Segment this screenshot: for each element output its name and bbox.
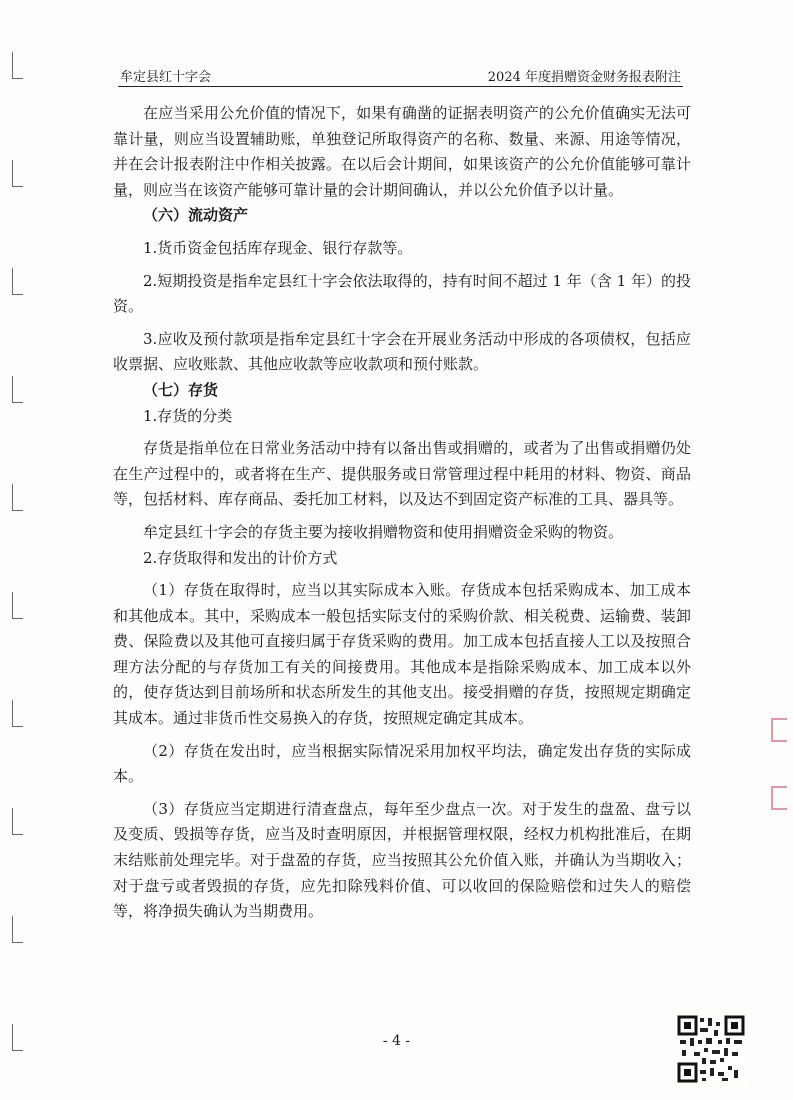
paragraph-inventory-count: （3）存货应当定期进行清查盘点，每年至少盘点一次。对于发生的盘盈、盘亏以及变质、毁损等存货，应当及时查明原因，并根据管理权限，经权力机构批准后，在期末结账前处理完毕。对于盘盈的存货，应当按照其公允价值入账，并确认为当期收入；对于盘亏或者毁损的存货，应先扣除残料价值、可以收回的保险赔偿和过失人的赔偿等，将净损失确认为当期费用。 [113, 799, 691, 921]
document-body [113, 101, 691, 925]
header-divider [118, 86, 683, 87]
paragraph-inventory-main: 牟定县红十字会的存货主要为接收捐赠物资和使用捐赠资金采购的物资。 [143, 522, 624, 541]
seal-fragment [771, 718, 787, 742]
binding-mark [12, 52, 23, 79]
paragraph-receivables: 3.应收及预付款项是指牟定县红十字会在开展业务活动中形成的各项债权，包括应收票据、应收账款、其他应收款等应收款项和预付账款。 [113, 329, 691, 374]
binding-mark [12, 1024, 23, 1051]
binding-mark [12, 808, 23, 835]
page-number: - 4 - [382, 1033, 411, 1049]
binding-mark [12, 916, 23, 943]
section-heading-current-assets: （六）流动资产 [143, 206, 249, 225]
paragraph-inventory-classification: 1.存货的分类 [143, 406, 233, 425]
qr-code-icon [676, 1014, 746, 1084]
section-heading-inventory: （七）存货 [143, 380, 219, 399]
binding-mark [12, 484, 23, 511]
binding-mark [12, 592, 23, 619]
page-header-organization: 牟定县红十字会 [120, 70, 212, 85]
binding-mark [12, 160, 23, 187]
paragraph-monetary-funds: 1.货币资金包括库存现金、银行存款等。 [143, 238, 413, 257]
paragraph-inventory-valuation: 2.存货取得和发出的计价方式 [143, 548, 338, 567]
binding-mark [12, 700, 23, 727]
paragraph-inventory-acquisition: （1）存货在取得时，应当以其实际成本入账。存货成本包括采购成本、加工成本和其他成本。其中，采购成本一般包括实际支付的采购价款、相关税费、运输费、装卸费、保险费以及其他可直接归属于存货采购的费用。加工成本包括直接人工以及按照合理方法分配的与存货加工有关的间接费用。其他成本是指除采购成本、加工成本以外的，使存货达到目前场所和状态所发生的其他支出。接受捐赠的存货，按照规定期确定其成本。通过非货币性交易换入的存货，按照规定确定其成本。 [113, 581, 691, 728]
page-header-title: 2024 年度捐赠资金财务报表附注 [487, 70, 681, 85]
seal-fragment [771, 786, 787, 810]
paragraph-inventory-issuance: （2）存货在发出时，应当根据实际情况采用加权平均法，确定发出存货的实际成本。 [113, 741, 691, 786]
binding-mark [12, 376, 23, 403]
paragraph-short-term-investment: 2.短期投资是指牟定县红十字会依法取得的，持有时间不超过 1 年（含 1 年）的投资。 [113, 271, 691, 316]
binding-mark [12, 268, 23, 295]
paragraph-inventory-definition: 存货是指单位在日常业务活动中持有以备出售或捐赠的，或者为了出售或捐赠仍处在生产过程中的，或者将在生产、提供服务或日常管理过程中耗用的材料、物资、商品等，包括材料、库存商品、委托加工材料，以及达不到固定资产标准的工具、器具等。 [113, 439, 691, 509]
paragraph-fair-value: 在应当采用公允价值的情况下，如果有确凿的证据表明资产的公允价值确实无法可靠计量，则应当设置辅助账，单独登记所取得资产的名称、数量、来源、用途等情况，并在会计报表附注中作相关披露。在以后会计期间，如果该资产的公允价值能够可靠计量，则应当在该资产能够可靠计量的会计期间确认，并以公允价值予以计量。 [113, 104, 691, 199]
